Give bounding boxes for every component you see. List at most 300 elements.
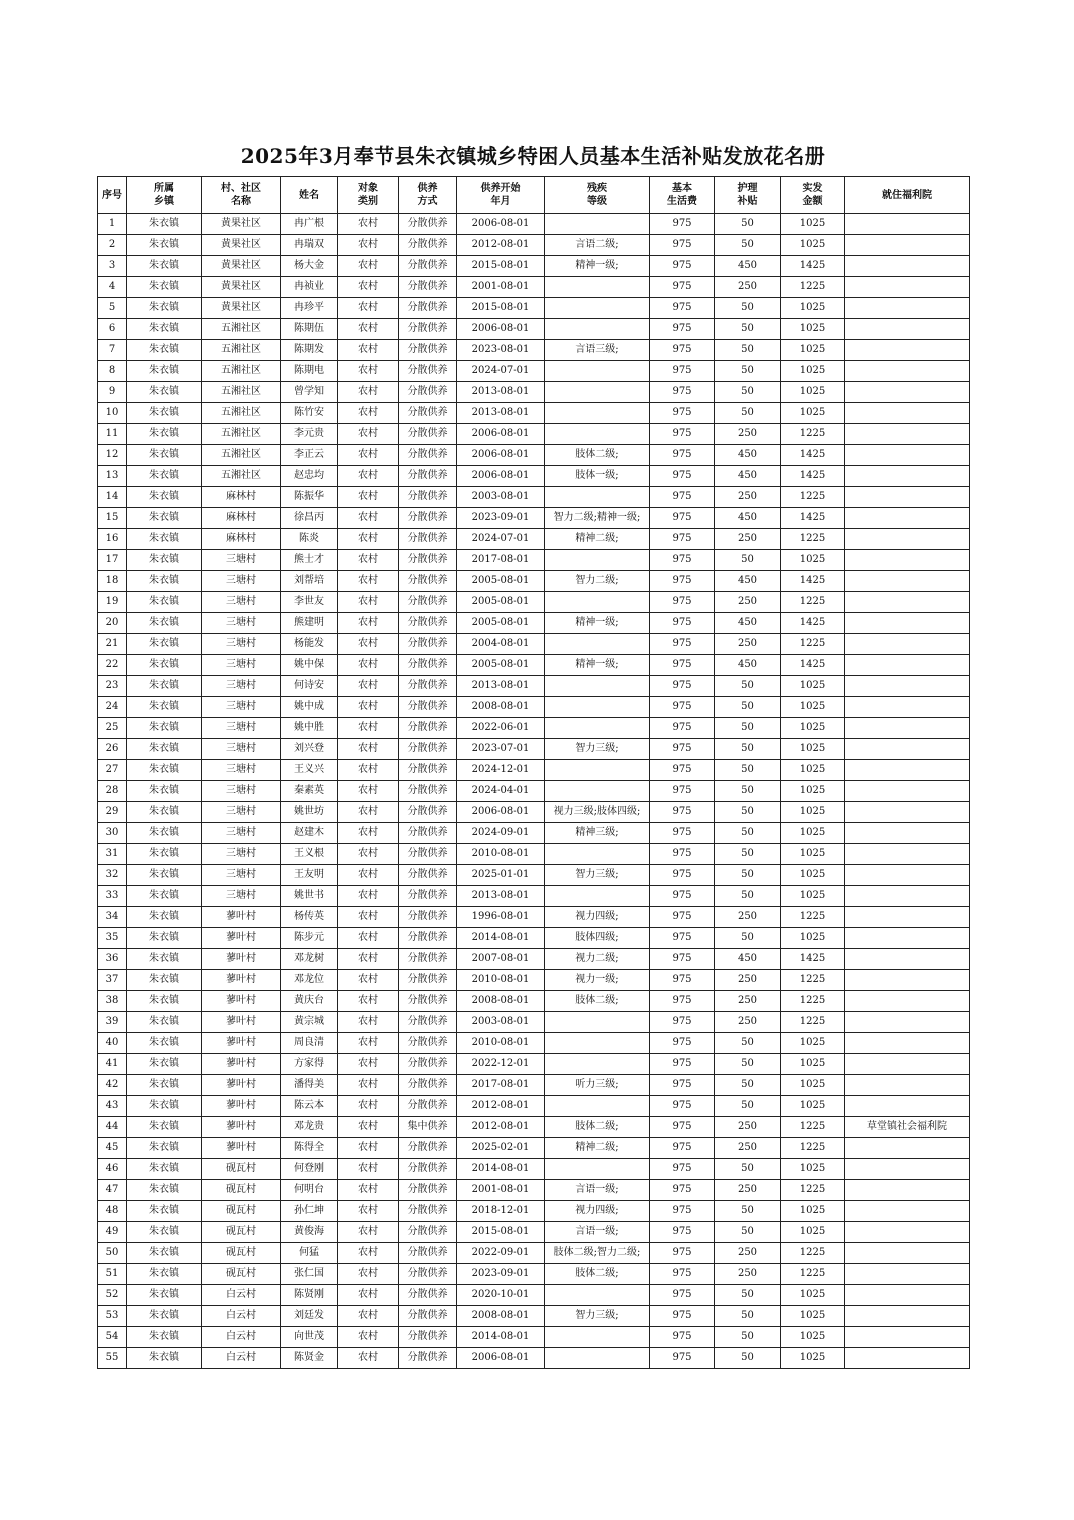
cell-basic: 975 (650, 865, 715, 886)
cell-no: 50 (98, 1243, 127, 1264)
cell-town: 朱衣镇 (127, 1327, 202, 1348)
cell-start: 2015-08-01 (457, 256, 545, 277)
cell-basic: 975 (650, 991, 715, 1012)
cell-basic: 975 (650, 403, 715, 424)
cell-disability (545, 1012, 650, 1033)
cell-mode: 分散供养 (399, 991, 457, 1012)
table-row (98, 1096, 970, 1117)
cell-basic: 975 (650, 1117, 715, 1138)
cell-start: 2001-08-01 (457, 1180, 545, 1201)
column-header-total (781, 177, 845, 214)
cell-total: 1225 (781, 970, 845, 991)
table-row (98, 445, 970, 466)
cell-basic: 975 (650, 1285, 715, 1306)
cell-basic: 975 (650, 823, 715, 844)
column-header-line: 名称 (231, 196, 251, 207)
table-row (98, 718, 970, 739)
cell-village: 五湘社区 (202, 466, 281, 487)
cell-disability (545, 1348, 650, 1369)
cell-mode: 分散供养 (399, 1054, 457, 1075)
cell-mode: 分散供养 (399, 718, 457, 739)
column-header-village (202, 177, 281, 214)
cell-no: 44 (98, 1117, 127, 1138)
cell-basic: 975 (650, 949, 715, 970)
table-row (98, 844, 970, 865)
cell-care: 250 (715, 1012, 781, 1033)
cell-mode: 分散供养 (399, 445, 457, 466)
cell-basic: 975 (650, 466, 715, 487)
cell-mode: 分散供养 (399, 739, 457, 760)
cell-care: 50 (715, 382, 781, 403)
table-row (98, 1306, 970, 1327)
cell-total: 1025 (781, 760, 845, 781)
cell-village: 砚瓦村 (202, 1180, 281, 1201)
cell-village: 黄果社区 (202, 256, 281, 277)
cell-no: 14 (98, 487, 127, 508)
cell-category: 农村 (338, 697, 399, 718)
cell-name: 方家得 (281, 1054, 338, 1075)
cell-disability (545, 403, 650, 424)
cell-town: 朱衣镇 (127, 928, 202, 949)
cell-disability: 智力三级; (545, 1306, 650, 1327)
cell-category: 农村 (338, 592, 399, 613)
cell-name: 赵建木 (281, 823, 338, 844)
column-header-line: 生活费 (667, 196, 697, 207)
cell-disability: 精神一级; (545, 655, 650, 676)
cell-town: 朱衣镇 (127, 550, 202, 571)
cell-category: 农村 (338, 319, 399, 340)
page-title: 2025年3月奉节县朱衣镇城乡特困人员基本生活补贴发放花名册 (240, 144, 826, 168)
cell-total: 1225 (781, 1012, 845, 1033)
cell-village: 三塘村 (202, 655, 281, 676)
cell-mode: 分散供养 (399, 550, 457, 571)
cell-town: 朱衣镇 (127, 1243, 202, 1264)
cell-no: 4 (98, 277, 127, 298)
cell-total: 1025 (781, 781, 845, 802)
table-row (98, 487, 970, 508)
cell-care: 50 (715, 886, 781, 907)
cell-mode: 分散供养 (399, 1222, 457, 1243)
cell-disability: 肢体二级; (545, 1264, 650, 1285)
cell-mode: 分散供养 (399, 802, 457, 823)
cell-disability: 精神二级; (545, 529, 650, 550)
cell-no: 34 (98, 907, 127, 928)
cell-care: 450 (715, 655, 781, 676)
cell-no: 15 (98, 508, 127, 529)
cell-town: 朱衣镇 (127, 1159, 202, 1180)
cell-disability: 言语二级; (545, 235, 650, 256)
cell-total: 1025 (781, 550, 845, 571)
cell-village: 蓼叶村 (202, 1138, 281, 1159)
cell-village: 三塘村 (202, 718, 281, 739)
cell-category: 农村 (338, 760, 399, 781)
cell-care: 50 (715, 361, 781, 382)
cell-village: 白云村 (202, 1327, 281, 1348)
cell-mode: 分散供养 (399, 1243, 457, 1264)
cell-mode: 分散供养 (399, 487, 457, 508)
table-row (98, 634, 970, 655)
cell-basic: 975 (650, 382, 715, 403)
table-row (98, 403, 970, 424)
cell-name: 黄俊海 (281, 1222, 338, 1243)
cell-mode: 分散供养 (399, 256, 457, 277)
cell-institution (845, 928, 970, 949)
cell-care: 250 (715, 1243, 781, 1264)
cell-mode: 分散供养 (399, 1285, 457, 1306)
cell-no: 33 (98, 886, 127, 907)
cell-category: 农村 (338, 676, 399, 697)
cell-village: 砚瓦村 (202, 1264, 281, 1285)
cell-village: 白云村 (202, 1285, 281, 1306)
cell-village: 砚瓦村 (202, 1159, 281, 1180)
table-row (98, 424, 970, 445)
cell-no: 28 (98, 781, 127, 802)
cell-name: 杨传英 (281, 907, 338, 928)
cell-town: 朱衣镇 (127, 676, 202, 697)
cell-disability: 精神三级; (545, 823, 650, 844)
cell-name: 张仁国 (281, 1264, 338, 1285)
cell-mode: 分散供养 (399, 508, 457, 529)
cell-disability (545, 214, 650, 235)
column-header-line: 实发 (802, 183, 823, 194)
cell-disability: 智力三级; (545, 865, 650, 886)
cell-institution (845, 529, 970, 550)
cell-basic: 975 (650, 445, 715, 466)
cell-no: 49 (98, 1222, 127, 1243)
cell-disability (545, 592, 650, 613)
cell-basic: 975 (650, 571, 715, 592)
cell-care: 250 (715, 1180, 781, 1201)
cell-care: 450 (715, 466, 781, 487)
cell-category: 农村 (338, 949, 399, 970)
cell-basic: 975 (650, 592, 715, 613)
cell-basic: 975 (650, 613, 715, 634)
cell-mode: 分散供养 (399, 655, 457, 676)
cell-town: 朱衣镇 (127, 1117, 202, 1138)
cell-mode: 分散供养 (399, 823, 457, 844)
cell-disability (545, 361, 650, 382)
cell-institution (845, 487, 970, 508)
cell-total: 1025 (781, 1327, 845, 1348)
cell-care: 50 (715, 823, 781, 844)
cell-basic: 975 (650, 1327, 715, 1348)
cell-no: 38 (98, 991, 127, 1012)
cell-name: 周良清 (281, 1033, 338, 1054)
cell-start: 2023-09-01 (457, 508, 545, 529)
cell-institution (845, 1285, 970, 1306)
cell-total: 1025 (781, 361, 845, 382)
cell-start: 1996-08-01 (457, 907, 545, 928)
cell-institution (845, 571, 970, 592)
cell-basic: 975 (650, 319, 715, 340)
table-row (98, 298, 970, 319)
cell-mode: 分散供养 (399, 361, 457, 382)
cell-care: 50 (715, 760, 781, 781)
cell-town: 朱衣镇 (127, 298, 202, 319)
cell-disability (545, 1033, 650, 1054)
cell-disability (545, 844, 650, 865)
cell-village: 三塘村 (202, 802, 281, 823)
cell-basic: 975 (650, 550, 715, 571)
cell-start: 2017-08-01 (457, 1075, 545, 1096)
cell-institution (845, 550, 970, 571)
cell-institution (845, 340, 970, 361)
cell-institution (845, 319, 970, 340)
cell-no: 48 (98, 1201, 127, 1222)
cell-mode: 分散供养 (399, 634, 457, 655)
cell-name: 陈云本 (281, 1096, 338, 1117)
cell-town: 朱衣镇 (127, 1201, 202, 1222)
column-header-line: 残疾 (587, 183, 607, 194)
cell-total: 1025 (781, 340, 845, 361)
table-row (98, 571, 970, 592)
cell-start: 2010-08-01 (457, 1033, 545, 1054)
cell-name: 徐昌丙 (281, 508, 338, 529)
cell-name: 李世友 (281, 592, 338, 613)
cell-village: 蓼叶村 (202, 907, 281, 928)
cell-disability: 视力一级; (545, 970, 650, 991)
table-row (98, 529, 970, 550)
cell-basic: 975 (650, 277, 715, 298)
table-header-row (98, 177, 970, 214)
cell-category: 农村 (338, 928, 399, 949)
cell-care: 50 (715, 739, 781, 760)
cell-name: 黄宗城 (281, 1012, 338, 1033)
cell-institution (845, 1243, 970, 1264)
column-header-line: 对象 (358, 183, 378, 194)
cell-basic: 975 (650, 1054, 715, 1075)
cell-disability (545, 718, 650, 739)
cell-village: 三塘村 (202, 865, 281, 886)
cell-start: 2010-08-01 (457, 844, 545, 865)
cell-name: 何诗安 (281, 676, 338, 697)
cell-start: 2006-08-01 (457, 466, 545, 487)
cell-total: 1425 (781, 949, 845, 970)
cell-start: 2010-08-01 (457, 970, 545, 991)
cell-total: 1425 (781, 571, 845, 592)
cell-disability (545, 760, 650, 781)
cell-institution (845, 739, 970, 760)
cell-start: 2024-07-01 (457, 361, 545, 382)
cell-start: 2022-12-01 (457, 1054, 545, 1075)
table-row (98, 1285, 970, 1306)
column-header-line: 所属 (154, 183, 174, 194)
column-header-line: 方式 (417, 196, 438, 207)
column-header-town (127, 177, 202, 214)
cell-total: 1025 (781, 1306, 845, 1327)
column-header-line: 等级 (587, 196, 607, 207)
cell-town: 朱衣镇 (127, 1264, 202, 1285)
cell-name: 何明台 (281, 1180, 338, 1201)
cell-start: 2024-12-01 (457, 760, 545, 781)
cell-care: 50 (715, 1348, 781, 1369)
cell-institution (845, 214, 970, 235)
cell-basic: 975 (650, 718, 715, 739)
table-row (98, 970, 970, 991)
cell-category: 农村 (338, 844, 399, 865)
table-row (98, 697, 970, 718)
cell-no: 8 (98, 361, 127, 382)
cell-name: 陈期电 (281, 361, 338, 382)
cell-name: 李正云 (281, 445, 338, 466)
column-header-line: 类别 (358, 196, 378, 207)
cell-mode: 分散供养 (399, 1180, 457, 1201)
cell-town: 朱衣镇 (127, 466, 202, 487)
cell-institution (845, 634, 970, 655)
cell-no: 17 (98, 550, 127, 571)
cell-institution (845, 592, 970, 613)
cell-start: 2008-08-01 (457, 697, 545, 718)
cell-disability: 肢体四级; (545, 928, 650, 949)
cell-no: 40 (98, 1033, 127, 1054)
cell-institution (845, 907, 970, 928)
cell-category: 农村 (338, 403, 399, 424)
cell-disability: 智力三级; (545, 739, 650, 760)
cell-disability: 智力二级;精神一级; (545, 508, 650, 529)
cell-town: 朱衣镇 (127, 1012, 202, 1033)
cell-institution (845, 1306, 970, 1327)
cell-institution (845, 256, 970, 277)
cell-disability (545, 886, 650, 907)
cell-care: 50 (715, 319, 781, 340)
cell-village: 黄果社区 (202, 235, 281, 256)
cell-town: 朱衣镇 (127, 634, 202, 655)
cell-basic: 975 (650, 739, 715, 760)
cell-total: 1025 (781, 718, 845, 739)
cell-village: 三塘村 (202, 613, 281, 634)
cell-basic: 975 (650, 424, 715, 445)
cell-town: 朱衣镇 (127, 529, 202, 550)
cell-disability: 肢体一级; (545, 466, 650, 487)
cell-no: 41 (98, 1054, 127, 1075)
cell-care: 50 (715, 340, 781, 361)
cell-village: 三塘村 (202, 697, 281, 718)
cell-disability: 精神一级; (545, 613, 650, 634)
cell-total: 1025 (781, 1096, 845, 1117)
column-header-disability (545, 177, 650, 214)
column-header-care (715, 177, 781, 214)
cell-name: 邓龙贵 (281, 1117, 338, 1138)
cell-village: 蓼叶村 (202, 991, 281, 1012)
cell-start: 2024-04-01 (457, 781, 545, 802)
cell-no: 53 (98, 1306, 127, 1327)
cell-start: 2022-09-01 (457, 1243, 545, 1264)
cell-name: 向世茂 (281, 1327, 338, 1348)
table-row (98, 382, 970, 403)
cell-start: 2012-08-01 (457, 235, 545, 256)
cell-town: 朱衣镇 (127, 865, 202, 886)
cell-name: 孙仁坤 (281, 1201, 338, 1222)
cell-name: 陈炎 (281, 529, 338, 550)
cell-institution (845, 403, 970, 424)
cell-no: 35 (98, 928, 127, 949)
cell-start: 2003-08-01 (457, 487, 545, 508)
cell-village: 三塘村 (202, 823, 281, 844)
table-row (98, 655, 970, 676)
cell-village: 蓼叶村 (202, 1075, 281, 1096)
cell-town: 朱衣镇 (127, 718, 202, 739)
cell-total: 1225 (781, 529, 845, 550)
cell-institution (845, 1201, 970, 1222)
cell-town: 朱衣镇 (127, 844, 202, 865)
cell-basic: 975 (650, 1264, 715, 1285)
cell-institution (845, 382, 970, 403)
cell-category: 农村 (338, 256, 399, 277)
cell-start: 2015-08-01 (457, 298, 545, 319)
cell-no: 47 (98, 1180, 127, 1201)
cell-basic: 975 (650, 214, 715, 235)
cell-disability (545, 676, 650, 697)
column-header-start (457, 177, 545, 214)
cell-start: 2006-08-01 (457, 319, 545, 340)
cell-institution (845, 235, 970, 256)
cell-disability: 言语一级; (545, 1180, 650, 1201)
cell-town: 朱衣镇 (127, 1285, 202, 1306)
cell-category: 农村 (338, 340, 399, 361)
cell-basic: 975 (650, 802, 715, 823)
cell-mode: 分散供养 (399, 319, 457, 340)
cell-mode: 分散供养 (399, 886, 457, 907)
cell-basic: 975 (650, 886, 715, 907)
cell-village: 三塘村 (202, 781, 281, 802)
cell-no: 30 (98, 823, 127, 844)
cell-name: 刘帮培 (281, 571, 338, 592)
cell-institution (845, 886, 970, 907)
cell-mode: 分散供养 (399, 1138, 457, 1159)
cell-name: 何猛 (281, 1243, 338, 1264)
cell-basic: 975 (650, 1348, 715, 1369)
cell-village: 五湘社区 (202, 382, 281, 403)
cell-town: 朱衣镇 (127, 487, 202, 508)
cell-town: 朱衣镇 (127, 697, 202, 718)
cell-total: 1025 (781, 214, 845, 235)
cell-name: 杨能发 (281, 634, 338, 655)
cell-village: 五湘社区 (202, 403, 281, 424)
cell-institution (845, 1327, 970, 1348)
cell-town: 朱衣镇 (127, 424, 202, 445)
cell-village: 麻林村 (202, 508, 281, 529)
cell-village: 白云村 (202, 1306, 281, 1327)
cell-category: 农村 (338, 361, 399, 382)
cell-care: 50 (715, 928, 781, 949)
cell-basic: 975 (650, 298, 715, 319)
cell-start: 2012-08-01 (457, 1117, 545, 1138)
cell-mode: 分散供养 (399, 529, 457, 550)
cell-disability (545, 697, 650, 718)
cell-institution (845, 1348, 970, 1369)
cell-total: 1425 (781, 613, 845, 634)
cell-no: 26 (98, 739, 127, 760)
table-row (98, 613, 970, 634)
cell-start: 2006-08-01 (457, 1348, 545, 1369)
table-row (98, 1054, 970, 1075)
column-header-line: 姓名 (299, 189, 319, 201)
cell-town: 朱衣镇 (127, 991, 202, 1012)
cell-mode: 分散供养 (399, 1096, 457, 1117)
cell-institution (845, 1054, 970, 1075)
cell-no: 46 (98, 1159, 127, 1180)
cell-village: 三塘村 (202, 886, 281, 907)
cell-start: 2013-08-01 (457, 886, 545, 907)
cell-town: 朱衣镇 (127, 1348, 202, 1369)
cell-care: 50 (715, 676, 781, 697)
cell-basic: 975 (650, 1159, 715, 1180)
cell-town: 朱衣镇 (127, 1306, 202, 1327)
cell-village: 蓼叶村 (202, 1012, 281, 1033)
cell-basic: 975 (650, 487, 715, 508)
cell-town: 朱衣镇 (127, 340, 202, 361)
cell-town: 朱衣镇 (127, 1096, 202, 1117)
